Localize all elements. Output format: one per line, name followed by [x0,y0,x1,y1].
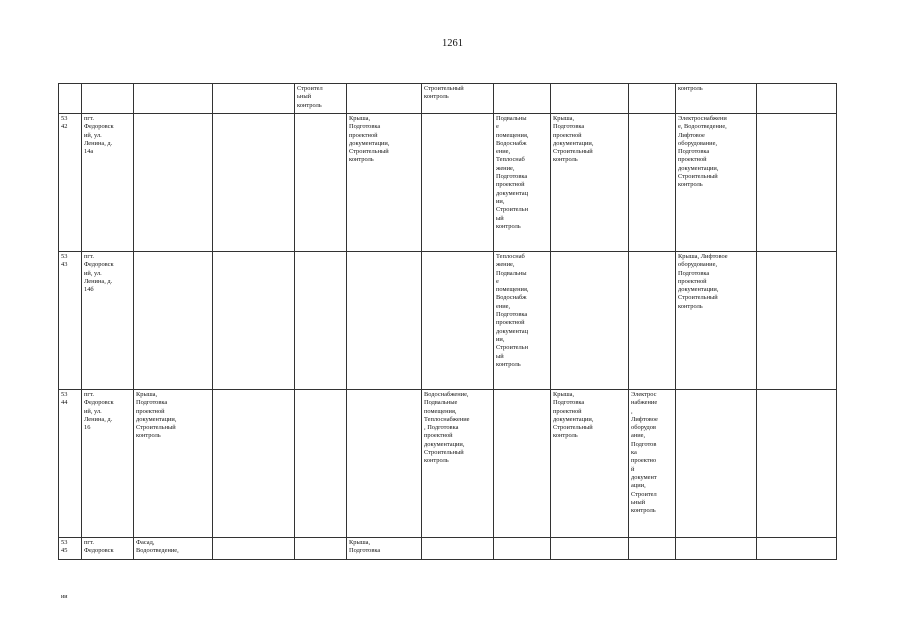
work-2032-cell [757,252,837,390]
cell-text: пгт. Федоровск ий, ул. Ленина, д. 14а [84,115,114,156]
work-2029-cell [551,538,629,560]
row-number-cell [59,114,82,252]
cell-text: Теплоснаб жение, Подвальны е помещения, Водоснабж ение, Подготовка проектной документац ии, Строительн ый контроль [496,253,529,368]
work-2024-cell [213,390,295,538]
cell-text: Строител ьный контроль [297,85,323,109]
work-2024-cell [213,252,295,390]
row-number-cell [59,84,82,114]
work-2024-cell [213,84,295,114]
work-2023-cell [134,114,213,252]
cell-text: пгт. Федоровск [84,539,114,555]
work-2026-cell [347,84,422,114]
footer-mark: ии [61,594,68,600]
work-2032-cell [757,538,837,560]
row-number-cell [59,390,82,538]
work-2032-cell [757,114,837,252]
cell-text: Крыша, Подготовка проектной документации, Строительный контроль [553,115,594,164]
work-2030-cell [629,114,676,252]
cell-text: Строительный контроль [424,85,464,101]
cell-text: Подвальны е помещения, Водоснабж ение, Теплоснаб жение, Подготовка проектной документац ии, Строительн ый контроль [496,115,529,230]
work-2027-cell [422,84,494,114]
cell-text: пгт. Федоровск ий, ул. Ленина, д. 16 [84,391,114,432]
work-2030-cell [629,252,676,390]
work-2031-cell [676,538,757,560]
work-2032-cell [757,390,837,538]
cell-text: Крыша, Подготовка проектной документации, Строительный контроль [136,391,177,440]
capital-repair-table [58,83,837,560]
cell-text: 53 44 [61,391,68,407]
work-2025-cell [295,390,347,538]
table-row [59,538,837,560]
cell-text: Фасад, Водоотведение, [136,539,179,555]
cell-text: пгт. Федоровск ий, ул. Ленина, д. 14б [84,253,114,294]
work-2031-cell [676,252,757,390]
cell-text: Водоснабжение, Подвальные помещения, Теплоснабжение , Подготовка проектной документации, Строительный контроль [424,391,470,465]
work-2028-cell [494,538,551,560]
cell-text: Крыша, Лифтовое оборудование, Подготовка проектной документации, Строительный контроль [678,253,728,310]
work-2028-cell [494,84,551,114]
work-2030-cell [629,390,676,538]
work-2030-cell [629,538,676,560]
work-2028-cell [494,114,551,252]
cell-text: 53 43 [61,253,68,269]
work-2026-cell [347,252,422,390]
work-2031-cell [676,114,757,252]
cell-text: Крыша, Подготовка проектной документации, Строительный контроль [553,391,594,440]
work-2023-cell [134,538,213,560]
table-row [59,252,837,390]
work-2029-cell [551,390,629,538]
table-row [59,114,837,252]
work-2027-cell [422,538,494,560]
row-number-cell [59,538,82,560]
table-row [59,390,837,538]
address-cell [82,84,134,114]
work-2031-cell [676,390,757,538]
work-2032-cell [757,84,837,114]
table-row [59,84,837,114]
work-2026-cell [347,390,422,538]
work-2026-cell [347,538,422,560]
row-number-cell [59,252,82,390]
work-2028-cell [494,390,551,538]
work-2026-cell [347,114,422,252]
cell-text: Электроснабжени е, Водоотведение, Лифтовое оборудование, Подготовка проектной документации, Строительный контроль [678,115,727,189]
work-2029-cell [551,84,629,114]
work-2025-cell [295,84,347,114]
work-2029-cell [551,114,629,252]
address-cell [82,390,134,538]
cell-text: Крыша, Подготовка [349,539,381,555]
address-cell [82,538,134,560]
cell-text: Крыша, Подготовка проектной документации, Строительный контроль [349,115,390,164]
address-cell [82,252,134,390]
cell-text: контроль [678,85,703,92]
work-2023-cell [134,84,213,114]
work-2024-cell [213,538,295,560]
work-2025-cell [295,252,347,390]
cell-text: 53 42 [61,115,68,131]
cell-text: 53 45 [61,539,68,555]
work-2025-cell [295,538,347,560]
work-2030-cell [629,84,676,114]
page-number: 1261 [442,38,463,49]
work-2028-cell [494,252,551,390]
work-2029-cell [551,252,629,390]
work-2023-cell [134,252,213,390]
work-2025-cell [295,114,347,252]
work-2031-cell [676,84,757,114]
work-2023-cell [134,390,213,538]
address-cell [82,114,134,252]
work-2027-cell [422,114,494,252]
work-2027-cell [422,252,494,390]
work-2027-cell [422,390,494,538]
work-2024-cell [213,114,295,252]
cell-text: Электрос набжение , Лифтовое оборудов ание, Подготов ка проектно й документ ации, Строител ьный контроль [631,391,658,515]
